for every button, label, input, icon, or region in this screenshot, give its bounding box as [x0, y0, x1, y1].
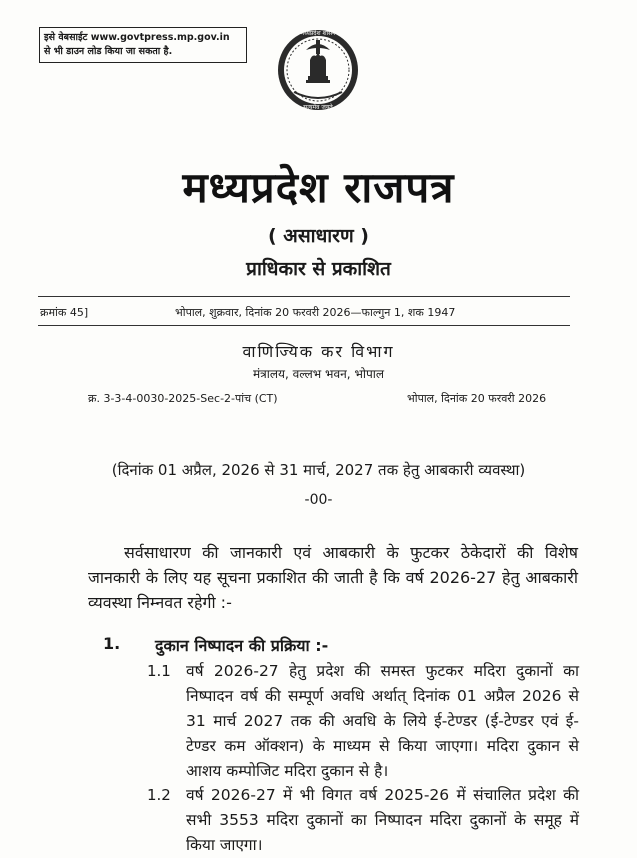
authority-subtitle: प्राधिकार से प्रकाशित [246, 258, 391, 280]
reference-number: क्र. 3-3-4-0030-2025-Sec-2-पांच (CT) [88, 392, 278, 405]
item-text: वर्ष 2026-27 में भी विगत वर्ष 2025-26 में संचालित प्रदेश की सभी 3553 मदिरा दुकानों का निष्पादन मदिरा दुकानों के समूह में किया जाएगा। [186, 786, 579, 854]
notice-title: (दिनांक 01 अप्रैल, 2026 से 31 मार्च, 2027 तक हेतु आबकारी व्यवस्था) [111, 461, 526, 479]
notice-separator: -00- [304, 492, 333, 508]
issue-number: क्रमांक 45] [40, 306, 89, 319]
item-number: 1.1 [147, 662, 171, 680]
extraordinary-subtitle: ( असाधारण ) [268, 225, 369, 247]
emblem-bottom-text: सत्यमेव जयते [303, 104, 333, 111]
section-number: 1. [103, 634, 121, 653]
gazette-masthead: मध्यप्रदेश राजपत्र [182, 163, 455, 212]
website-notice-line2: से भी डाउन लोड किया जा सकता है. [44, 46, 173, 57]
ministry-address: मंत्रालय, वल्लभ भवन, भोपाल [252, 367, 385, 381]
reference-date: भोपाल, दिनांक 20 फरवरी 2026 [407, 392, 547, 405]
website-notice-line1: इसे वेबसाईट www.govtpress.mp.gov.in [44, 32, 230, 43]
item-text: वर्ष 2026-27 हेतु प्रदेश की समस्त फुटकर मदिरा दुकानों का निष्पादन वर्ष की सम्पूर्ण अवधि अर्थात् दिनांक 01 अप्रैल 2026 से 31 मार्च 2027 तक की अवधि के लिये ई-टेण्डर (ई-टेण्डर एवं ई-टेण्डर कम ऑक्शन) के माध्यम से किया जाएगा। मदिरा दुकान से आशय कम्पोजिट मदिरा दुकान से है। [186, 662, 579, 780]
emblem-top-text: मध्यप्रदेश शासन [300, 30, 336, 37]
state-emblem [276, 20, 360, 126]
department-name: वाणिज्यिक कर विभाग [242, 342, 395, 361]
section-title: दुकान निष्पादन की प्रक्रिया :- [155, 636, 329, 655]
item-number: 1.2 [147, 786, 171, 804]
issue-date-line: भोपाल, शुक्रवार, दिनांक 20 फरवरी 2026—फाल्गुन 1, शक 1947 [175, 306, 456, 319]
top-divider [38, 296, 570, 297]
bottom-divider [38, 325, 570, 326]
website-notice-box [39, 27, 247, 63]
notice-intro-paragraph: सर्वसाधारण की जानकारी एवं आबकारी के फुटकर ठेकेदारों की विशेष जानकारी के लिए यह सूचना प्रकाशित की जाती है कि वर्ष 2026-27 हेतु आबकारी व्यवस्था निम्नवत रहेगी :- [88, 543, 578, 612]
